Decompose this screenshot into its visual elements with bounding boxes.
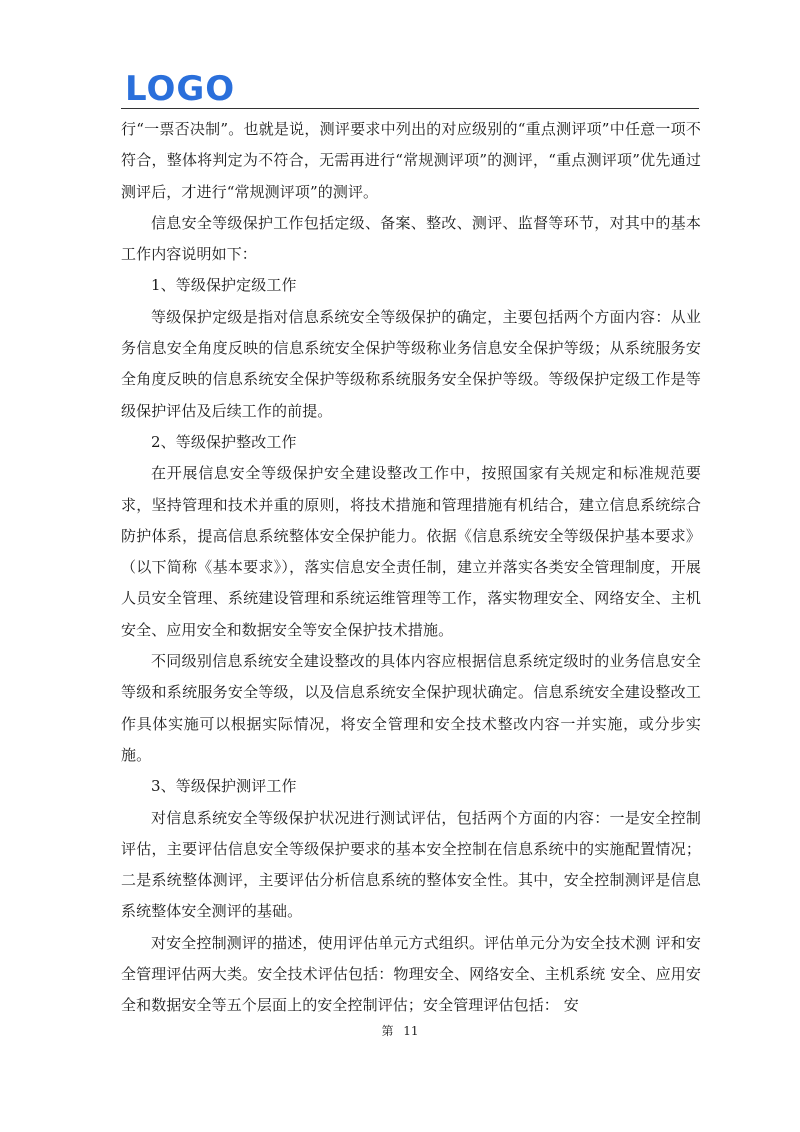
paragraph: 在开展信息安全等级保护安全建设整改工作中，按照国家有关规定和标准规范要求，坚持管理和技术并重的原则，将技术措施和管理措施有机结合，建立信息系统综合防护体系，提高信息系统整体安全保护能力。依据《信息系统安全等级保护基本要求》（以下简称《基本要求》），落实信息安全责任制，建立并落实各类安全管理制度，开展人员安全管理、系统建设管理和系统运维管理等工作，落实物理安全、网络安全、主机安全、应用安全和数据安全等安全保护技术措施。	[121, 464, 701, 639]
logo-text: LOGO	[125, 70, 235, 106]
paragraph: 信息安全等级保护工作包括定级、备案、整改、测评、监督等环节，对其中的基本工作内容说明如下：	[121, 213, 701, 264]
document-body	[121, 114, 701, 1022]
header-rule	[121, 108, 699, 109]
logo-graphic	[125, 70, 235, 106]
section-heading: 3、等级保护测评工作	[151, 777, 297, 796]
logo	[125, 70, 235, 106]
paragraph: 行“一票否决制”。也就是说，测评要求中列出的对应级别的“重点测评项”中任意一项不符合，整体将判定为不符合，无需再进行“常规测评项”的测评，“重点测评项”优先通过测评后，才进行“常规测评项”的测评。	[121, 120, 701, 201]
page-number	[0, 1022, 800, 1039]
paragraph: 等级保护定级是指对信息系统安全等级保护的确定，主要包括两个方面内容：从业务信息安全角度反映的信息系统安全保护等级称业务信息安全保护等级；从系统服务安全角度反映的信息系统安全保护等级称系统服务安全保护等级。等级保护定级工作是等级保护评估及后续工作的前提。	[121, 307, 701, 420]
paragraph: 不同级别信息系统安全建设整改的具体内容应根据信息系统定级时的业务信息安全等级和系统服务安全等级，以及信息系统安全保护现状确定。信息系统安全建设整改工作具体实施可以根据实际情况，将安全管理和安全技术整改内容一并实施，或分步实施。	[121, 652, 701, 764]
page-number-value: 11	[403, 1024, 419, 1038]
page-number-label: 第	[381, 1024, 394, 1038]
section-heading: 2、等级保护整改工作	[151, 432, 297, 451]
paragraph: 对安全控制测评的描述，使用评估单元方式组织。评估单元分为安全技术测 评和安全管理评估两大类。安全技术评估包括：物理安全、网络安全、主机系统 安全、应用安全和数据安全等五个层面上的安全控制评估；安全管理评估包括： 安	[121, 933, 701, 1015]
paragraph: 对信息系统安全等级保护状况进行测试评估，包括两个方面的内容：一是安全控制评估，主要评估信息安全等级保护要求的基本安全控制在信息系统中的实施配置情况；二是系统整体测评，主要评估分析信息系统的整体安全性。其中，安全控制测评是信息系统整体安全测评的基础。	[121, 808, 701, 921]
section-heading: 1、等级保护定级工作	[151, 276, 297, 295]
